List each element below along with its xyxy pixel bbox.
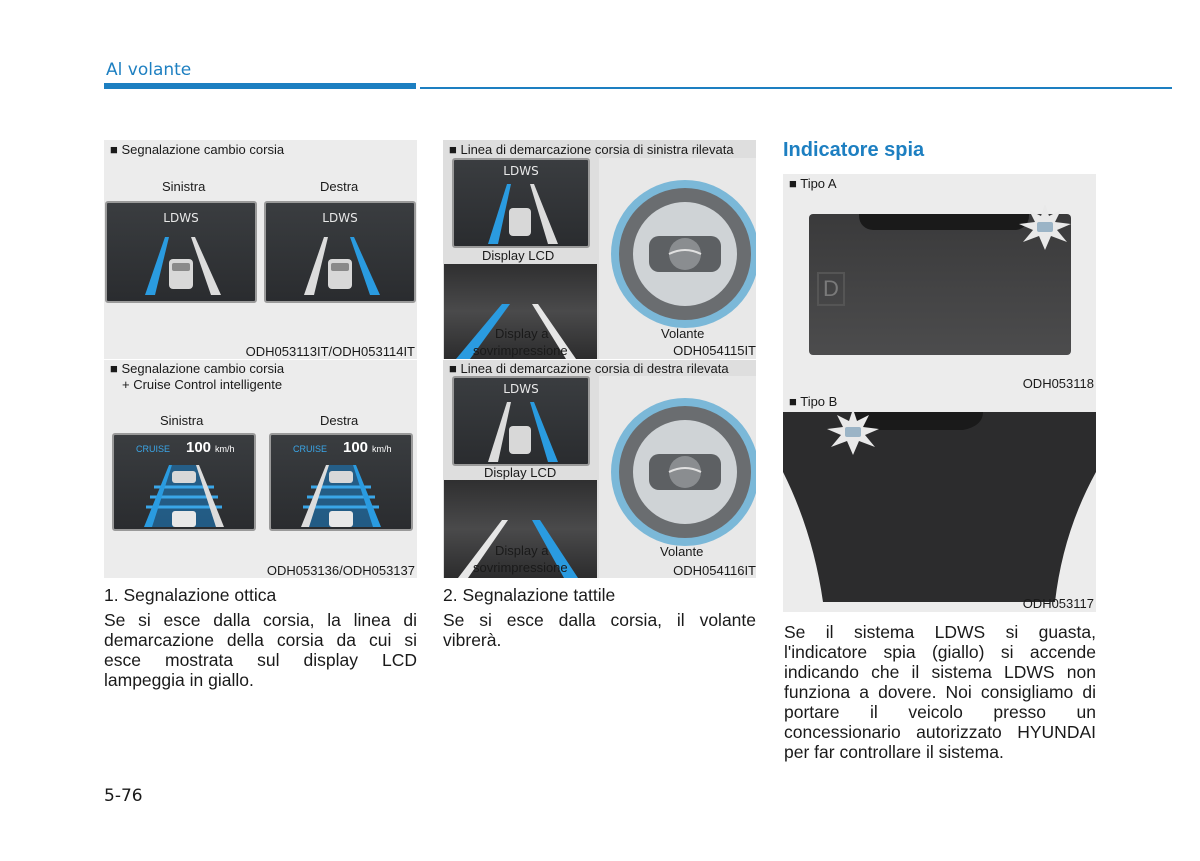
hud-label-2: sovrimpressione [473, 343, 568, 358]
figure-code: ODH054116IT [673, 563, 756, 578]
figure-lane-change-smart-cruise [104, 360, 417, 578]
figure-caption: ■ Linea di demarcazione corsia di destra rilevata [449, 361, 729, 376]
figure-lane-change-signal [104, 140, 417, 359]
gear-indicator: D [817, 272, 845, 306]
cruise-screen-left [112, 433, 256, 531]
hud-label-2: sovrimpressione [473, 560, 568, 575]
lane-cruise-right-icon [271, 435, 411, 529]
figure-caption: ■ Segnalazione cambio corsia [110, 142, 285, 157]
right-label: Destra [320, 413, 359, 428]
figure-caption: ■ Tipo A [789, 176, 837, 191]
ldws-label: LDWS [503, 164, 539, 178]
lane-right-blue-icon [266, 203, 414, 301]
paragraph-visual: Se si esce dalla corsia, la linea di demarcazione della corsia da cui si esce mostrata sul display LCD lampeggia in giallo. [104, 610, 417, 690]
lcd-label: Display LCD [484, 465, 557, 480]
figure-type-a [783, 174, 1096, 393]
lane-left-blue-icon [454, 160, 588, 246]
ldws-warning-light-icon [825, 409, 881, 455]
left-label: Sinistra [160, 413, 204, 428]
ldws-lcd-screen [452, 376, 590, 466]
subheading-visual: 1. Segnalazione ottica [104, 585, 277, 605]
ldws-screen-right [264, 201, 416, 303]
right-label: Destra [320, 179, 359, 194]
hud-label-1: Display a [495, 326, 549, 341]
paragraph-warning-light: Se il sistema LDWS si guasta, l'indicatore spia (giallo) si accende indicando che il sistema LDWS non funziona a dovere. Noi consigliamo di portare il veicolo presso un concessionario autorizzato HYUNDAI per far controllare il sistema. [784, 622, 1096, 762]
figure-code: ODH054115IT [673, 343, 756, 358]
section-title: Al volante [106, 60, 192, 80]
lane-right-blue-icon [454, 378, 588, 464]
hud-label-1: Display a [495, 543, 549, 558]
ldws-label: LDWS [322, 211, 358, 225]
figure-right-lane-detected [443, 360, 756, 578]
cruise-screen-right [269, 433, 413, 531]
steering-label: Volante [661, 326, 705, 341]
ldws-label: LDWS [503, 382, 539, 396]
ldws-label: LDWS [163, 211, 199, 225]
lcd-label: Display LCD [482, 248, 555, 263]
left-label: Sinistra [162, 179, 206, 194]
subheading-haptic: 2. Segnalazione tattile [443, 585, 616, 605]
ldws-lcd-screen [452, 158, 590, 248]
ldws-screen-left [105, 201, 257, 303]
figure-code: ODH053136/ODH053137 [266, 563, 415, 578]
figure-caption: ■ Linea di demarcazione corsia di sinistra rilevata [449, 142, 734, 157]
figure-type-b [783, 393, 1096, 612]
figure-code: ODH053118 [1022, 376, 1094, 391]
heading-warning-light: Indicatore spia [783, 139, 925, 161]
lane-left-blue-icon [107, 203, 255, 301]
ldws-warning-light-icon [1017, 204, 1073, 250]
figure-code: ODH053117 [1022, 596, 1094, 611]
header-rule-thick [104, 83, 416, 89]
cruise-unit: km/h [215, 444, 235, 454]
cruise-speed: 100 [343, 439, 369, 456]
cruise-speed: 100 [186, 439, 212, 456]
steering-label: Volante [660, 544, 704, 559]
page-number: 5-76 [104, 786, 143, 806]
figure-left-lane-detected [443, 140, 756, 359]
cruise-unit: km/h [372, 444, 392, 454]
cruise-label: CRUISE [136, 444, 171, 454]
paragraph-haptic: Se si esce dalla corsia, il volante vibrerà. [443, 610, 756, 650]
cruise-label: CRUISE [293, 444, 328, 454]
figure-caption-line2: + Cruise Control intelligente [122, 377, 283, 392]
header-rule-thin [420, 87, 1172, 89]
figure-caption-line1: ■ Segnalazione cambio corsia [110, 361, 285, 376]
figure-caption: ■ Tipo B [789, 394, 838, 409]
figure-code: ODH053113IT/ODH053114IT [245, 344, 415, 359]
lane-cruise-left-icon [114, 435, 254, 529]
